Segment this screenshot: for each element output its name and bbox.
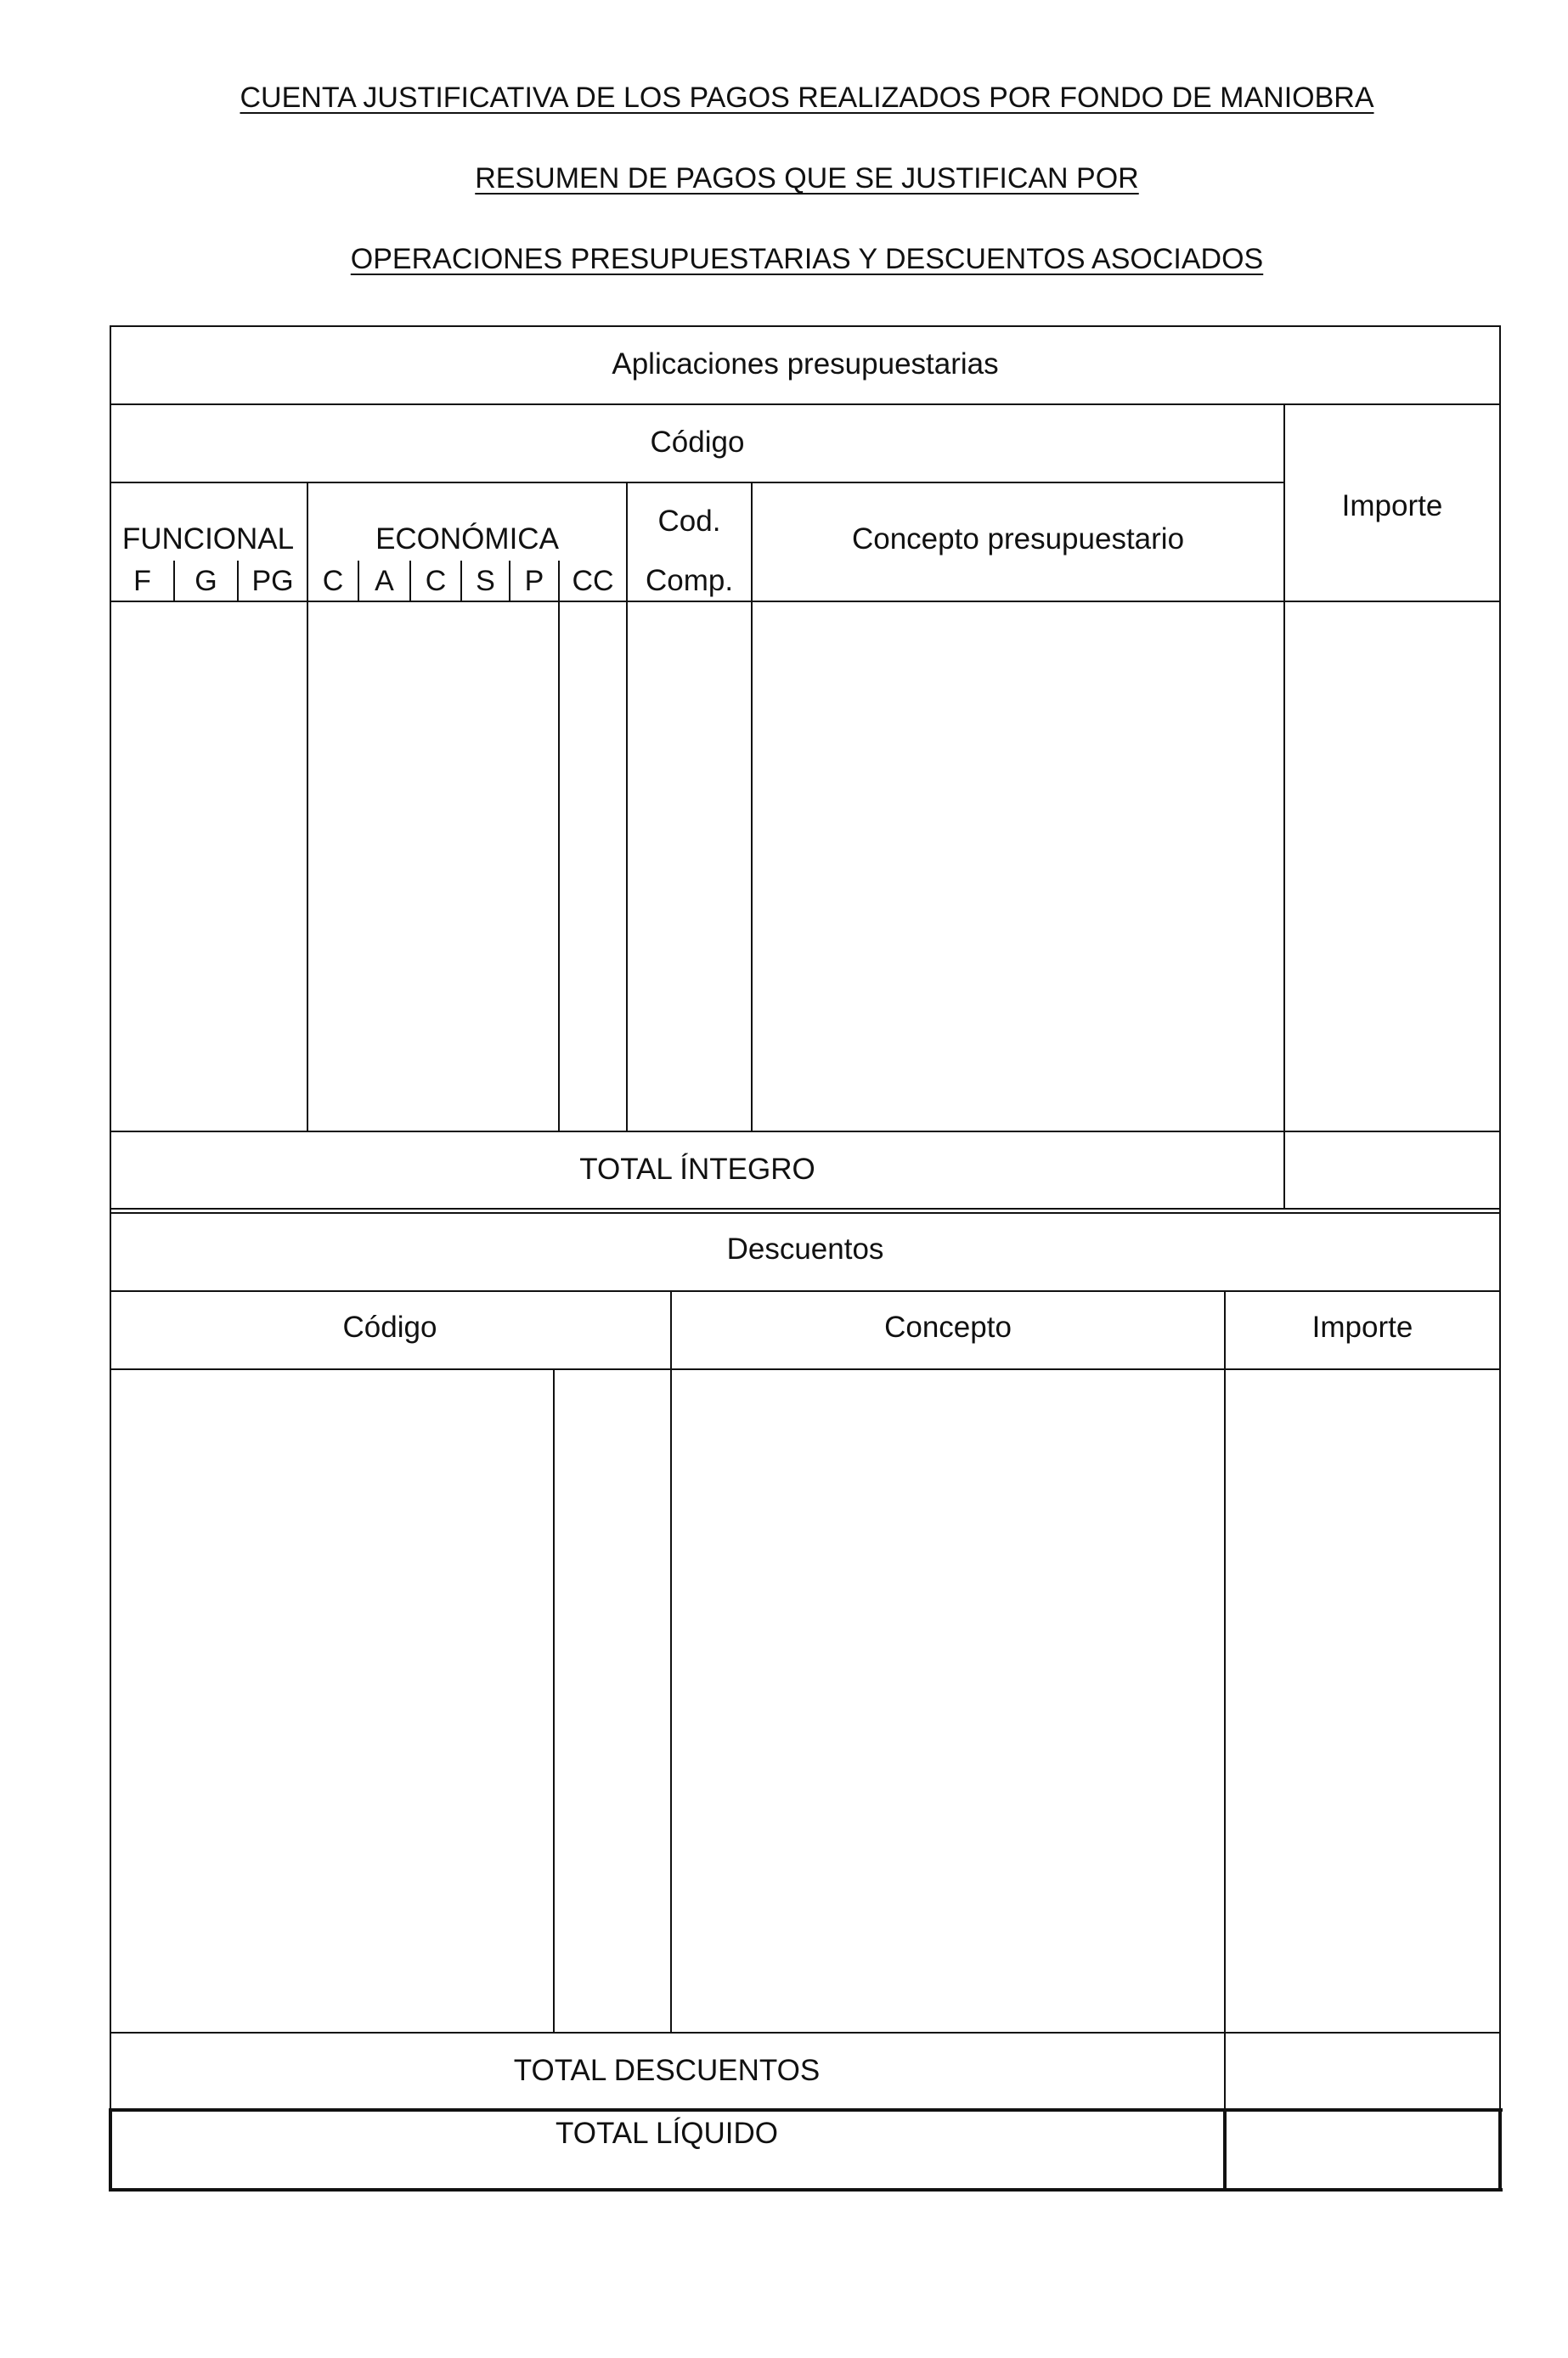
functional-subcol-g: G xyxy=(195,565,217,597)
discount-concept-heading: Concepto xyxy=(884,1311,1012,1344)
grid-line xyxy=(1224,1290,1226,2109)
grid-line xyxy=(110,1208,1501,1210)
budget-concept-heading: Concepto presupuestario xyxy=(851,522,1185,556)
grid-line xyxy=(670,1290,672,2033)
grid-line xyxy=(110,1290,1501,1292)
table-border-right xyxy=(1499,325,1501,1214)
grid-line xyxy=(110,403,1501,405)
grid-line xyxy=(558,561,560,1131)
section-divider xyxy=(110,1212,1501,1214)
economic-subcol-a: A xyxy=(375,565,394,597)
economic-subcol-s: S xyxy=(476,565,495,597)
cc-label: CC xyxy=(572,565,614,597)
economic-subcol-p: P xyxy=(524,565,544,597)
discount-code-heading: Código xyxy=(342,1311,437,1344)
discounts-heading: Descuentos xyxy=(726,1233,884,1266)
economic-subcol-c2: C xyxy=(425,565,447,597)
form-subtitle: RESUMEN DE PAGOS QUE SE JUSTIFICAN POR xyxy=(475,162,1139,195)
table-border-top xyxy=(110,325,1501,327)
grid-line xyxy=(553,1368,555,2033)
comp-code-label-2: Comp. xyxy=(645,564,734,597)
budget-applications-heading: Aplicaciones presupuestarias xyxy=(612,347,999,381)
form-subtitle-2: OPERACIONES PRESUPUESTARIAS Y DESCUENTOS ASOCIADOS xyxy=(350,243,1264,275)
grid-line xyxy=(110,2032,1501,2034)
grid-line xyxy=(1283,403,1285,1209)
amount-heading: Importe xyxy=(1341,489,1443,522)
table-border-right xyxy=(1499,1212,1501,2109)
grid-line xyxy=(751,482,753,1131)
total-net-label: TOTAL LÍQUIDO xyxy=(556,2117,778,2150)
grid-line xyxy=(110,1368,1501,1370)
total-net-border-right xyxy=(1498,2108,1502,2192)
discount-amount-heading: Importe xyxy=(1311,1311,1413,1344)
grid-line xyxy=(110,1131,1501,1132)
code-heading: Código xyxy=(650,426,745,459)
economic-label: ECONÓMICA xyxy=(375,522,559,556)
form-title: CUENTA JUSTIFICATIVA DE LOS PAGOS REALIZADOS POR FONDO DE MANIOBRA xyxy=(240,82,1374,114)
total-discounts-label: TOTAL DESCUENTOS xyxy=(513,2054,821,2087)
grid-line xyxy=(110,601,1501,602)
total-gross-label: TOTAL ÍNTEGRO xyxy=(579,1153,815,1186)
economic-subcol-c: C xyxy=(322,565,344,597)
grid-line xyxy=(110,482,1285,483)
table-border-left xyxy=(110,1212,111,2109)
comp-code-label: Cod. xyxy=(657,505,721,538)
functional-label: FUNCIONAL xyxy=(121,522,295,556)
table-border-bottom xyxy=(110,2188,1503,2192)
functional-subcol-pg: PG xyxy=(251,565,294,597)
functional-subcol-f: F xyxy=(133,565,151,597)
total-net-border-top xyxy=(110,2108,1503,2112)
